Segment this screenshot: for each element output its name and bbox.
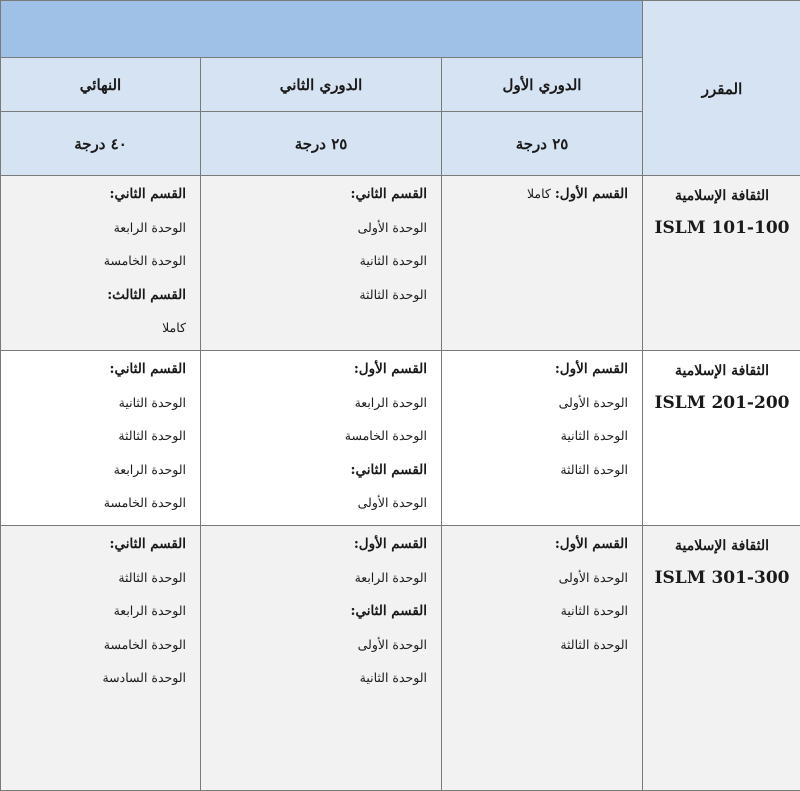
coverage-list [201, 176, 441, 316]
table-row [1, 176, 800, 351]
course-code: ISLM 101-100 [643, 218, 800, 238]
section-label: القسم الأول: [354, 361, 427, 377]
period-2-cell [201, 350, 442, 525]
period-final-title: النهائي [1, 58, 201, 112]
section-heading [15, 283, 186, 317]
section-heading [215, 182, 427, 216]
period-final-cell [1, 350, 201, 525]
period-1-title: الدوري الأول [442, 58, 643, 112]
section-heading [215, 357, 427, 391]
section-heading [456, 182, 628, 216]
section-label: القسم الثاني: [110, 186, 186, 202]
course-cell [643, 525, 800, 790]
period-1-cell [442, 525, 643, 790]
unit-item: الوحدة الخامسة [15, 633, 186, 667]
section-label: القسم الثاني: [351, 462, 427, 478]
unit-item: الوحدة الثانية [15, 391, 186, 425]
section-label: القسم الثاني: [110, 361, 186, 377]
coverage-list [1, 351, 200, 525]
unit-item: الوحدة الرابعة [15, 216, 186, 250]
period-1-grade: ٢٥ درجة [442, 112, 643, 176]
section-label: القسم الأول: [555, 361, 628, 377]
unit-item: كاملا [15, 316, 186, 350]
unit-item: الوحدة الرابعة [215, 566, 427, 600]
unit-item: الوحدة الخامسة [215, 424, 427, 458]
section-heading [215, 599, 427, 633]
section-label: القسم الأول: [555, 536, 628, 552]
unit-item: الوحدة الثالثة [15, 424, 186, 458]
section-heading [15, 357, 186, 391]
section-heading [456, 357, 628, 391]
course-name: الثقافة الإسلامية [643, 363, 800, 379]
period-final-cell [1, 525, 201, 790]
section-label: القسم الثاني: [351, 186, 427, 202]
table-row [1, 350, 800, 525]
course-code: ISLM 301-300 [643, 568, 800, 588]
unit-item: الوحدة الخامسة [15, 491, 186, 525]
coverage-list [1, 526, 200, 700]
unit-item: الوحدة الأولى [215, 633, 427, 667]
unit-item: الوحدة الثانية [215, 249, 427, 283]
unit-item: الوحدة الثانية [456, 599, 628, 633]
coverage-list [442, 176, 642, 216]
unit-item: الوحدة الرابعة [15, 458, 186, 492]
coverage-list [1, 176, 200, 350]
period-2-cell [201, 176, 442, 351]
unit-item: الوحدة الثانية [456, 424, 628, 458]
unit-item: الوحدة الثانية [215, 666, 427, 700]
unit-item: الوحدة الثالثة [456, 633, 628, 667]
coverage-list [201, 526, 441, 700]
table-row [1, 525, 800, 790]
course-code: ISLM 201-200 [643, 393, 800, 413]
coverage-list [442, 351, 642, 491]
section-label: القسم الأول: [555, 186, 628, 202]
section-label: القسم الثاني: [110, 536, 186, 552]
section-label: القسم الثالث: [107, 287, 186, 303]
unit-item: الوحدة الأولى [456, 566, 628, 600]
course-name: الثقافة الإسلامية [643, 188, 800, 204]
section-heading [215, 532, 427, 566]
period-2-cell [201, 525, 442, 790]
course-column-label: المقرر [702, 80, 743, 98]
course-cell [643, 350, 800, 525]
section-heading [215, 458, 427, 492]
section-heading [15, 182, 186, 216]
section-scope: كاملا [527, 186, 555, 201]
section-label: القسم الثاني: [351, 603, 427, 619]
header-banner [1, 1, 643, 58]
period-1-cell [442, 176, 643, 351]
unit-item: الوحدة الأولى [456, 391, 628, 425]
unit-item: الوحدة الثالثة [15, 566, 186, 600]
section-heading [15, 532, 186, 566]
coverage-list [442, 526, 642, 666]
coverage-list [201, 351, 441, 525]
unit-item: الوحدة الثالثة [215, 283, 427, 317]
unit-item: الوحدة الرابعة [215, 391, 427, 425]
course-column-header [643, 1, 800, 176]
unit-item: الوحدة الخامسة [15, 249, 186, 283]
period-2-title: الدوري الثاني [201, 58, 442, 112]
unit-item: الوحدة الأولى [215, 491, 427, 525]
period-1-cell [442, 350, 643, 525]
section-label: القسم الأول: [354, 536, 427, 552]
unit-item: الوحدة الرابعة [15, 599, 186, 633]
unit-item: الوحدة الثالثة [456, 458, 628, 492]
unit-item: الوحدة الأولى [215, 216, 427, 250]
course-name: الثقافة الإسلامية [643, 538, 800, 554]
unit-item: الوحدة السادسة [15, 666, 186, 700]
period-final-cell [1, 176, 201, 351]
period-2-grade: ٢٥ درجة [201, 112, 442, 176]
period-final-grade: ٤٠ درجة [1, 112, 201, 176]
section-heading [456, 532, 628, 566]
course-cell [643, 176, 800, 351]
